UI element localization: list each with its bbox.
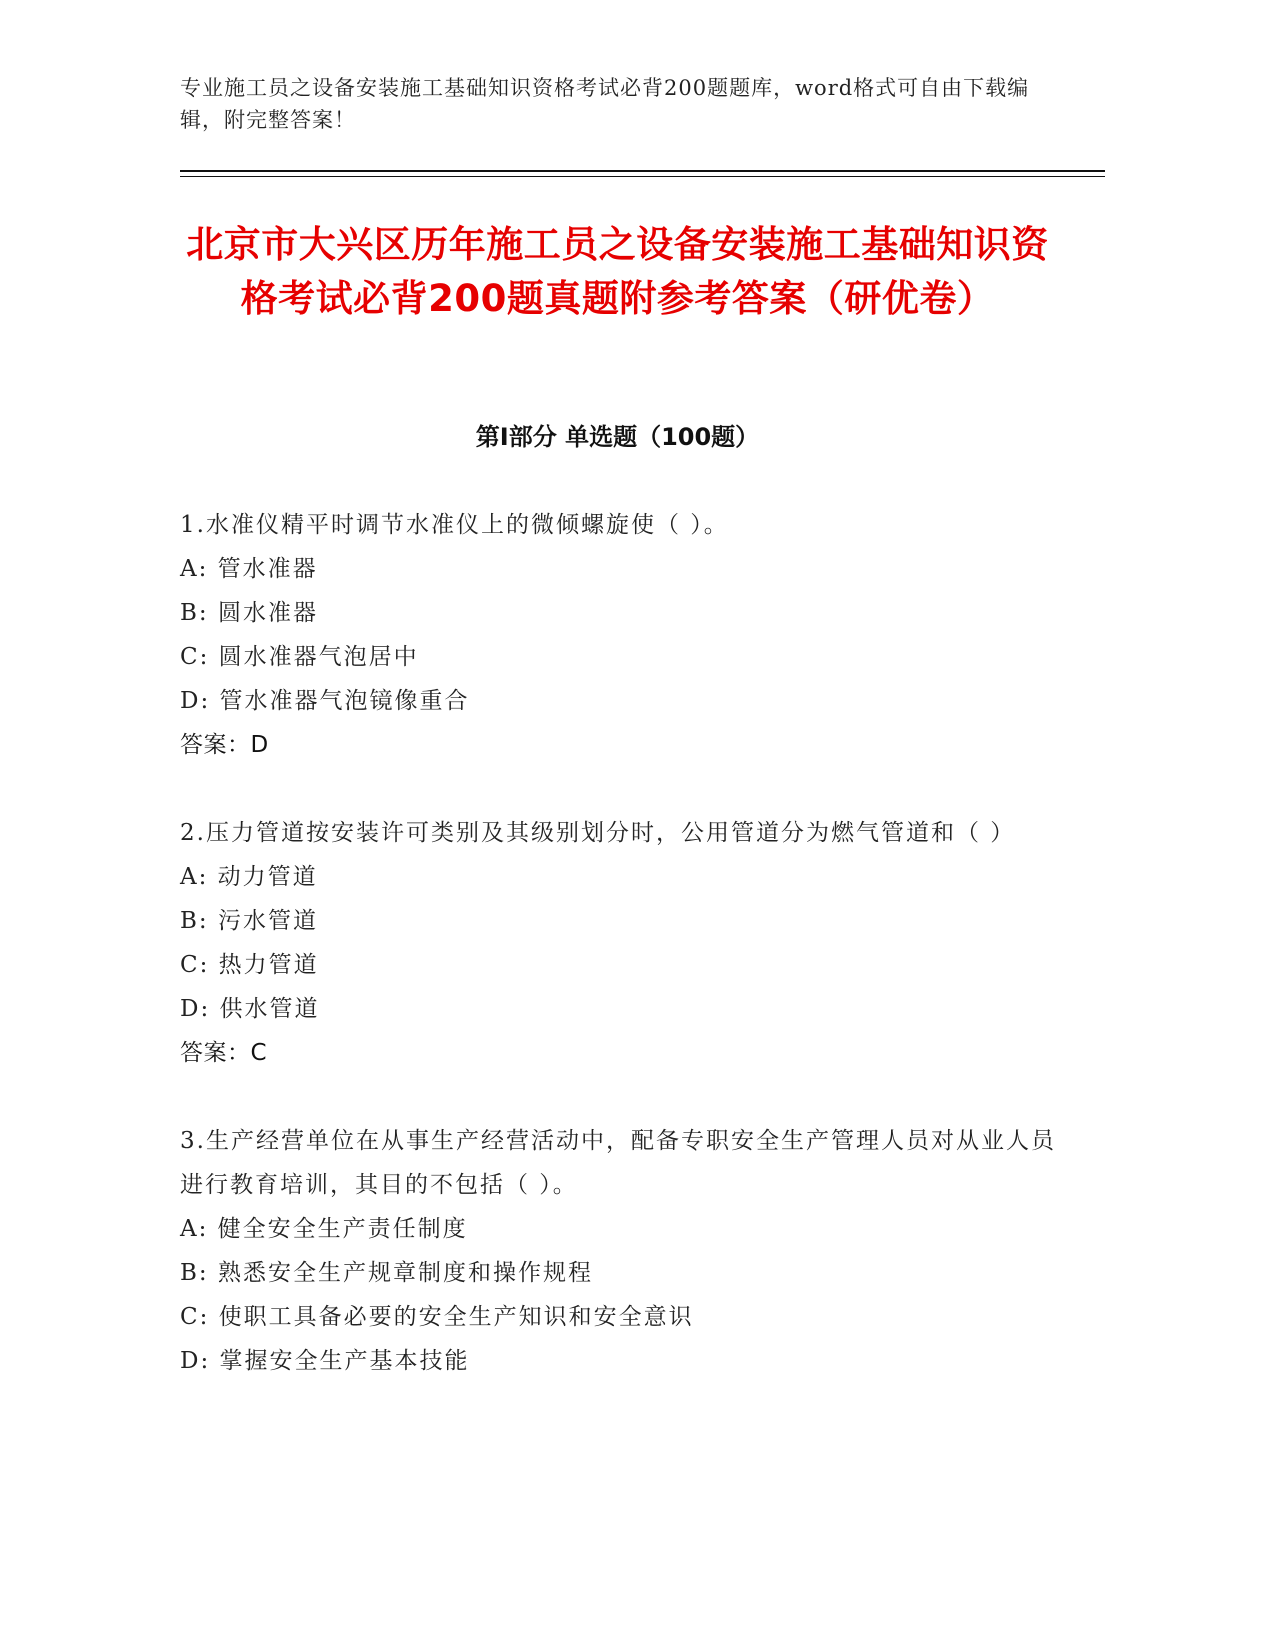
question-3 xyxy=(180,1119,1060,1383)
question-stem: 3.生产经营单位在从事生产经营活动中，配备专职安全生产管理人员对从业人员进行教育培训，其目的不包括（ ）。 xyxy=(180,1128,1056,1198)
option-c: C: 圆水准器气泡居中 xyxy=(180,644,419,670)
question-stem: 2.压力管道按安装许可类别及其级别划分时，公用管道分为燃气管道和（ ） xyxy=(180,820,1016,846)
answer-line: 答案：C xyxy=(180,1040,268,1066)
option-b: B: 污水管道 xyxy=(180,908,318,934)
option-a: A: 管水准器 xyxy=(180,556,318,582)
question-stem: 1.水准仪精平时调节水准仪上的微倾螺旋使（ ）。 xyxy=(180,512,729,538)
option-c: C: 热力管道 xyxy=(180,952,319,978)
option-d: D: 掌握安全生产基本技能 xyxy=(180,1348,470,1374)
option-a: A: 健全安全生产责任制度 xyxy=(180,1216,468,1242)
option-b: B: 圆水准器 xyxy=(180,600,318,626)
option-d: D: 供水管道 xyxy=(180,996,320,1022)
option-c: C: 使职工具备必要的安全生产知识和安全意识 xyxy=(180,1304,694,1330)
question-2 xyxy=(180,811,1060,1075)
header-rule-thick xyxy=(180,170,1105,172)
section-title: 第Ⅰ部分 单选题（100题） xyxy=(475,423,760,451)
option-d: D: 管水准器气泡镜像重合 xyxy=(180,688,470,714)
question-list xyxy=(180,503,1060,1427)
document-title: 北京市大兴区历年施工员之设备安装施工基础知识资格考试必背200题真题附参考答案（研优卷） xyxy=(186,223,1049,320)
header-note: 专业施工员之设备安装施工基础知识资格考试必背200题题库，word格式可自由下载编辑，附完整答案！ xyxy=(180,76,1030,132)
header-rule-thin xyxy=(180,176,1105,177)
option-b: B: 熟悉安全生产规章制度和操作规程 xyxy=(180,1260,593,1286)
question-1 xyxy=(180,503,1060,767)
answer-line: 答案：D xyxy=(180,732,269,758)
option-a: A: 动力管道 xyxy=(180,864,318,890)
